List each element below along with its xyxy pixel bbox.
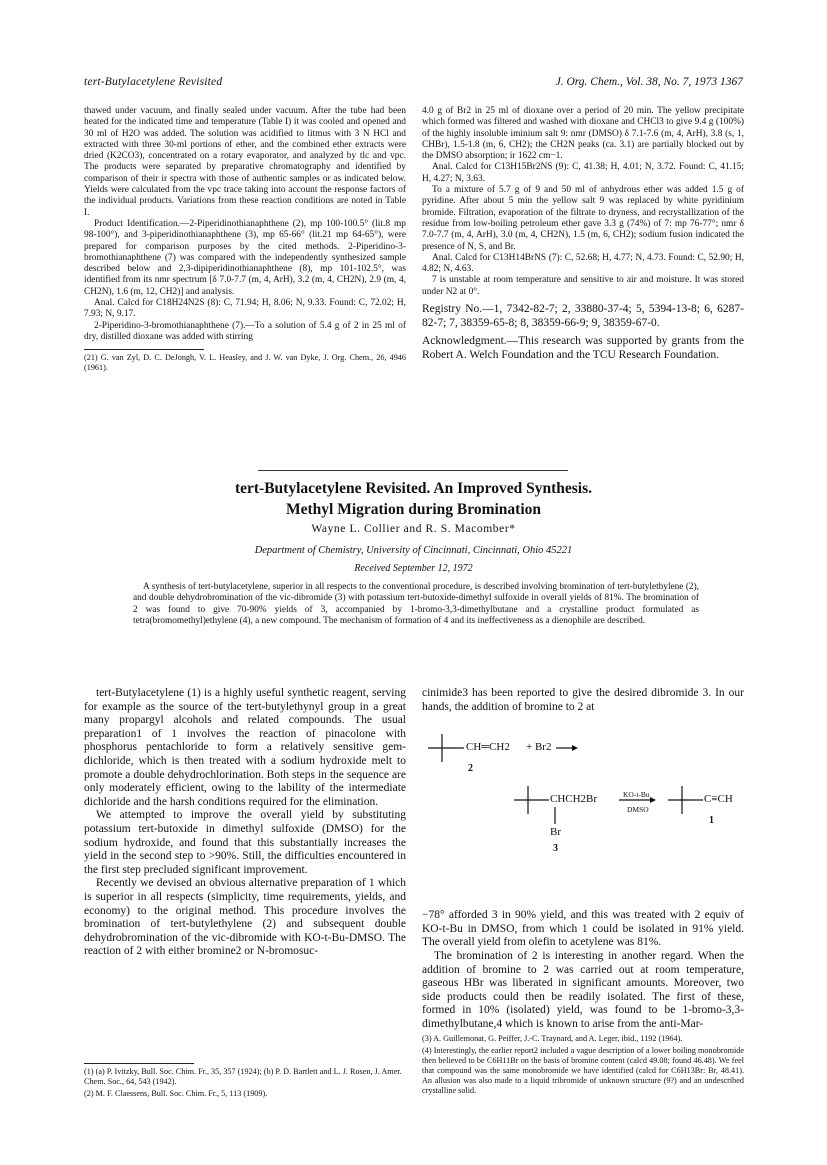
paragraph: tert-Butylacetylene (1) is a highly useful synthetic reagent, serving for example as the source of the tert-butylethynyl group in a great many propargyl alcohols and related compounds. The usual preparation1 of 1 involves the reaction of pinacolone with phosphorus pentachloride to form a relatively sensitive gem-dichloride, which is then treated with a sodium hydroxide melt to promote a double dehydrochlorination. Both steps in the sequence are only moderately efficient, owing to the lability of the intermediate dichloride and the harsh conditions required for the elimination. bbox=[84, 687, 406, 808]
body-right-column bbox=[422, 687, 744, 1096]
running-header bbox=[84, 76, 743, 92]
footnote-3: (3) A. Guillemonat, G. Peiffer, J.-C. Traynard, and A. Leger, ibid., 1192 (1964). bbox=[422, 1033, 683, 1043]
footnote-1: (1) (a) P. Ivitzky, Bull. Soc. Chim. Fr., 35, 357 (1924); (b) P. D. Bartlett and L. J. Rosen, J. Amer. Chem. Soc., 64, 543 (1942). bbox=[84, 1067, 402, 1086]
paragraph: 2-Piperidino-3-bromothianaphthene (7).—To a solution of 5.4 g of 2 in 25 ml of dry, distilled dioxane was added with stirring bbox=[84, 320, 406, 342]
paragraph: thawed under vacuum, and finally sealed under vacuum. After the tube had been heated for the indicated time and temperature (Table I) it was cooled and opened and 30 ml of H2O was added. The solution was acidified to litmus with 3 N HCl and extracted with three 30-ml portions of ether, and the combined ether extracts were dried (K2CO3), concentrated on a rotary evaporator, and analyzed by tlc and vpc. The products were separated by preparative chromatography and identified by comparison of their ir spectra with those of authentic samples or as indicated below. Yields were calculated from the vpc trace taking into account the response factors of the individual products. Variations from these reaction conditions are noted in Table I. bbox=[84, 106, 406, 218]
dibromide-formula: CHCH2Br bbox=[550, 793, 598, 806]
paragraph: Anal. Calcd for C18H24N2S (8): C, 71.94; H, 8.06; N, 9.33. Found: C, 72.02; H, 7.93; N, 9.17. bbox=[84, 298, 406, 320]
compound-3-label: 3 bbox=[553, 843, 558, 855]
authors: Wayne L. Collier and R. S. Macomber* bbox=[311, 523, 516, 535]
compound-2-label: 2 bbox=[468, 763, 473, 775]
bromine-substituent: Br bbox=[550, 826, 561, 839]
prev-article-right-column bbox=[422, 106, 744, 362]
alkene-formula: CH═CH2 bbox=[466, 741, 510, 754]
paragraph: 7 is unstable at room temperature and sensitive to air and moisture. It was stored under N2 at 0°. bbox=[422, 275, 744, 297]
running-title: tert-Butylacetylene Revisited bbox=[84, 76, 223, 88]
base-reagent: KO-t-Bu bbox=[623, 790, 650, 800]
paragraph: Recently we devised an obvious alternative preparation of 1 which is superior in all respects (simplicity, time requirements, yields, and economy) to the original method. This procedure involves the bromination of tert-butylethylene (2) and subsequent double dehydrobromination of the vic-dibromide with KO-t-Bu-DMSO. The reaction of 2 with either bromine2 or N-bromosuc- bbox=[84, 877, 406, 958]
reaction-scheme bbox=[422, 716, 744, 906]
abstract bbox=[133, 582, 699, 627]
paragraph: 4.0 g of Br2 in 25 ml of dioxane over a period of 20 min. The yellow precipitate which formed was filtered and washed with dioxane and CHCl3 to give 9.4 g (100%) of the highly insoluble iminium salt 9: nmr (DMSO) δ 7.1-7.6 (m, 4, ArH), 3.8 (s, 1, CHBr), 1.5-1.8 (m, 6, CH2); the CH2N peaks (ca. 3.1) are partially blocked out by the DMSO absorption; ir 1622 cm−1. bbox=[422, 106, 744, 162]
alkyne-formula: C≡CH bbox=[704, 793, 733, 806]
affiliation: Department of Chemistry, University of Cincinnati, Cincinnati, Ohio 45221 bbox=[254, 545, 573, 556]
paragraph: Product Identification.—2-Piperidinothianaphthene (2), mp 100-100.5° (lit.8 mp 98-100°), and 3-piperidinothianaphthene (3), mp 65-66° (lit.21 mp 64-65°), were prepared for comparison purposes by the cited methods. 2-Piperidino-3-bromothianaphthene (7) was compared with the independently synthesized sample described below and 2,3-dipiperidinothianaphthene (8), mp 101-102.5°, was identified from its nmr spectrum [δ 7.0-7.7 (m, 4, ArH), 3.2 (m, 4, CH2N), 2.9 (m, 4, CH2N), 1.6 (m, 12, CH2)] and analysis. bbox=[84, 218, 406, 297]
received-date: Received September 12, 1972 bbox=[354, 563, 473, 574]
body-left-column bbox=[84, 687, 406, 959]
title-line-2: Methyl Migration during Bromination bbox=[285, 501, 542, 518]
footnote-rule bbox=[84, 1063, 194, 1064]
registry-numbers: Registry No.—1, 7342-82-7; 2, 33880-37-4; 5, 5394-13-8; 6, 6287-82-7; 7, 38359-65-8; 8, 38359-66-9; 9, 38359-67-0. bbox=[422, 303, 744, 329]
article-title bbox=[84, 478, 743, 520]
footnote-21: (21) G. van Zyl, D. C. DeJongh, V. L. Heasley, and J. W. van Dyke, J. Org. Chem., 26, 4946 (1961). bbox=[84, 353, 406, 373]
footnote-2: (2) M. F. Claessens, Bull. Soc. Chim. Fr., 5, 113 (1909). bbox=[84, 1089, 268, 1098]
paragraph: Anal. Calcd for C13H14BrNS (7): C, 52.68; H, 4.77; N, 4.73. Found: C, 52.90; H, 4.82; N, 4.63. bbox=[422, 252, 744, 275]
acknowledgment: Acknowledgment.—This research was supported by grants from the Robert A. Welch Foundation and the TCU Research Foundation. bbox=[422, 335, 744, 361]
footnote-rule bbox=[84, 349, 204, 350]
paragraph: We attempted to improve the overall yield by substituting potassium tert-butoxide in dimethyl sulfoxide (DMSO) for the sodium hydroxide, and found that this substantially increases the yield in the second step to >90%. Still, the difficulties encountered in the first step precluded significant improvement. bbox=[84, 809, 406, 876]
body-left-footnotes bbox=[84, 1063, 406, 1099]
abstract-text: A synthesis of tert-butylacetylene, superior in all respects to the conventional procedure, is described involving bromination of tert-butylethylene (2), and double dehydrobromination of the vic-dibromide (3) with potassium tert-butoxide-dimethyl sulfoxide in overall yields of 81%. The bromination of 2 was found to give 70-90% yields of 3, accompanied by 1-bromo-3,3-dimethylbutane and a crystalline product formulated as tetra(bromomethyl)ethylene (4), a new compound. The mechanism of formation of 4 and its ineffectiveness as a dienophile are described. bbox=[133, 582, 699, 626]
paragraph: −78° afforded 3 in 90% yield, and this was treated with 2 equiv of KO-t-Bu in DMSO, from which 1 could be isolated in 91% yield. The overall yield from olefin to acetylene was 81%. bbox=[422, 909, 744, 949]
journal-citation: J. Org. Chem., Vol. 38, No. 7, 1973 1367 bbox=[555, 76, 743, 88]
paragraph: The bromination of 2 is interesting in another regard. When the addition of bromine to 2 was carried out at room temperature, gaseous HBr was liberated in significant amounts. Moreover, two side products could then be readily isolated. The first of these, formed in 10% (isolated) yield, was found to be 1-bromo-3,3-dimethylbutane,4 which is known to arise from the anti-Mar- bbox=[422, 949, 744, 1030]
bromine-reagent: + Br2 bbox=[526, 741, 552, 754]
paragraph: cinimide3 has been reported to give the desired dibromide 3. In our hands, the addition of bromine to 2 at bbox=[422, 687, 744, 713]
article-separator bbox=[258, 470, 568, 471]
paragraph: Anal. Calcd for C13H15Br2NS (9): C, 41.38; H, 4.01; N, 3.72. Found: C, 41.15; H, 4.27; N, 3.63. bbox=[422, 162, 744, 184]
prev-article-left-column bbox=[84, 106, 406, 373]
paragraph: To a mixture of 5.7 g of 9 and 50 ml of anhydrous ether was added 1.5 g of pyridine. After about 5 min the yellow salt 9 was replaced by white pyridinium bromide. Filtration, evaporation of the filtrate to dryness, and recrystallization of the residue from low-boiling petroleum ether gave 3.3 g (74%) of 7: mp 76-77°; nmr δ 7.0-7.7 (m, 4, ArH), 3.0 (m, 4, CH2N), 1.5 (m, 6, CH2); sodium fusion indicated the presence of N, S, and Br. bbox=[422, 185, 744, 252]
title-line-1: tert-Butylacetylene Revisited. An Improved Synthesis. bbox=[234, 480, 593, 497]
solvent: DMSO bbox=[627, 805, 649, 815]
footnote-4: (4) Interestingly, the earlier report2 included a vague description of a lower boiling monobromide then believed to be C6H11Br on the basis of bromine content (calcd 49.08; found 46.48). We feel that compound was the same monobromide we have identified (calcd for C6H13Br: Br, 48.41). An allusion was also made to a liquid tribromide of unknown structure (9?) and an undescribed crystalline solid. bbox=[422, 1045, 744, 1095]
compound-1-label: 1 bbox=[709, 815, 714, 827]
